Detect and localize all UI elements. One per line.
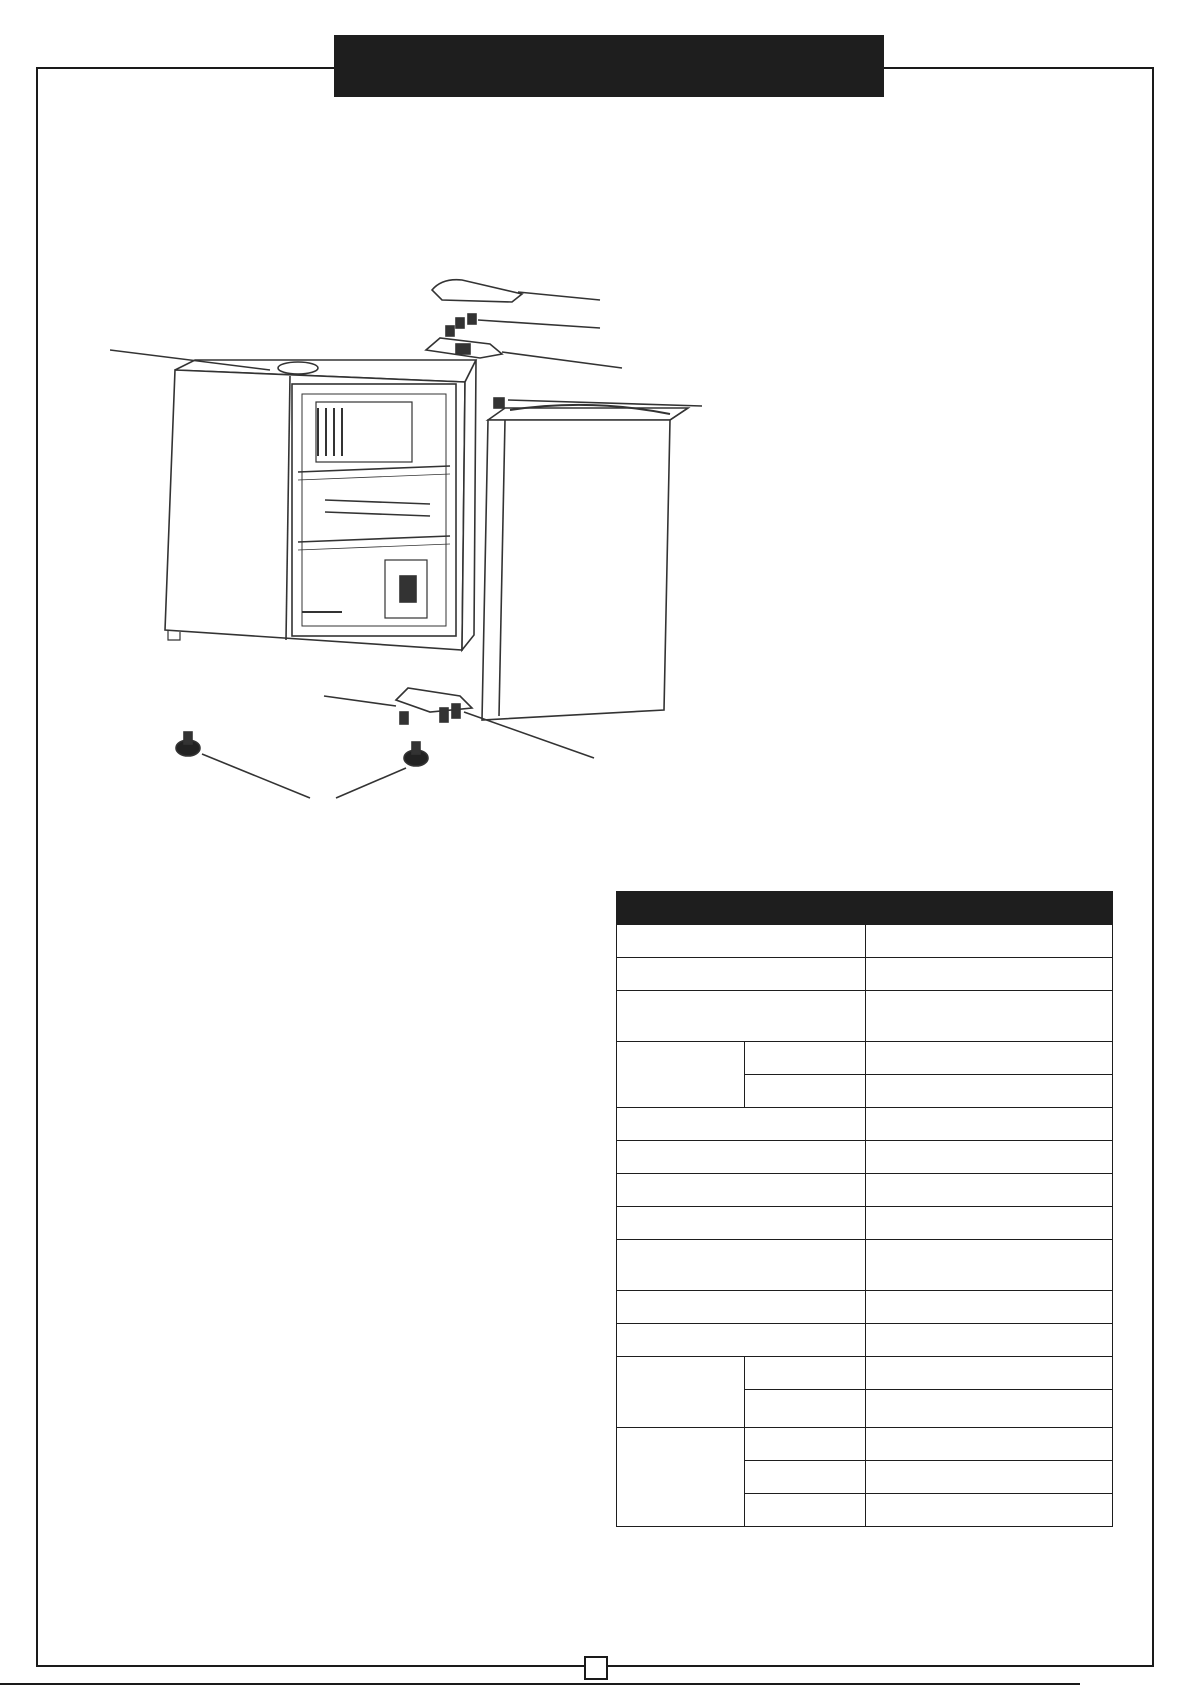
spec-value <box>866 1357 1113 1390</box>
table-row <box>617 1428 1113 1461</box>
table-row <box>617 991 1113 1042</box>
table-row <box>617 1141 1113 1174</box>
spec-value <box>866 1324 1113 1357</box>
table-row <box>617 1357 1113 1390</box>
spec-group-label <box>617 1357 745 1428</box>
spec-label <box>617 1141 866 1174</box>
table-row <box>617 1291 1113 1324</box>
spec-group-label <box>617 1042 745 1108</box>
spec-value <box>866 991 1113 1042</box>
spec-label <box>617 1108 866 1141</box>
spec-value <box>866 1108 1113 1141</box>
exploded-parts-diagram <box>110 260 710 800</box>
table-row <box>617 925 1113 958</box>
table-row <box>617 1240 1113 1291</box>
spec-label <box>617 925 866 958</box>
spec-value <box>866 1141 1113 1174</box>
table-row <box>617 958 1113 991</box>
table-row <box>617 1042 1113 1075</box>
table-row <box>617 1207 1113 1240</box>
door-icon <box>482 405 688 720</box>
screw-icon <box>446 314 600 336</box>
spec-sub-label <box>745 1042 866 1075</box>
spec-value <box>866 1075 1113 1108</box>
spec-label <box>617 1324 866 1357</box>
spec-value <box>866 1494 1113 1527</box>
spec-sub-label <box>745 1390 866 1428</box>
title-banner <box>334 35 884 97</box>
fridge-body-icon <box>165 360 476 650</box>
spec-label <box>617 1207 866 1240</box>
spec-value <box>866 1428 1113 1461</box>
spec-value <box>866 925 1113 958</box>
spec-label <box>617 958 866 991</box>
spec-sub-label <box>745 1494 866 1527</box>
spec-value <box>866 1390 1113 1428</box>
spec-label <box>617 991 866 1042</box>
top-hinge-cover-icon <box>432 280 600 302</box>
specification-table <box>616 891 1113 1527</box>
spec-sub-label <box>745 1357 866 1390</box>
spec-value <box>866 1240 1113 1291</box>
spec-label <box>617 1240 866 1291</box>
spec-label <box>617 1174 866 1207</box>
leveling-foot-icon <box>176 732 428 798</box>
spec-group-label <box>617 1428 745 1527</box>
spec-sub-label <box>745 1461 866 1494</box>
page-number-box <box>584 1656 608 1680</box>
table-row <box>617 1108 1113 1141</box>
spec-value <box>866 958 1113 991</box>
spec-value <box>866 1042 1113 1075</box>
table-row <box>617 1324 1113 1357</box>
spec-value <box>866 1174 1113 1207</box>
table-row <box>617 1174 1113 1207</box>
spec-table-header <box>617 892 1113 925</box>
spec-sub-label <box>745 1075 866 1108</box>
spec-sub-label <box>745 1428 866 1461</box>
spec-label <box>617 1291 866 1324</box>
spec-value <box>866 1207 1113 1240</box>
spec-value <box>866 1461 1113 1494</box>
spec-value <box>866 1291 1113 1324</box>
